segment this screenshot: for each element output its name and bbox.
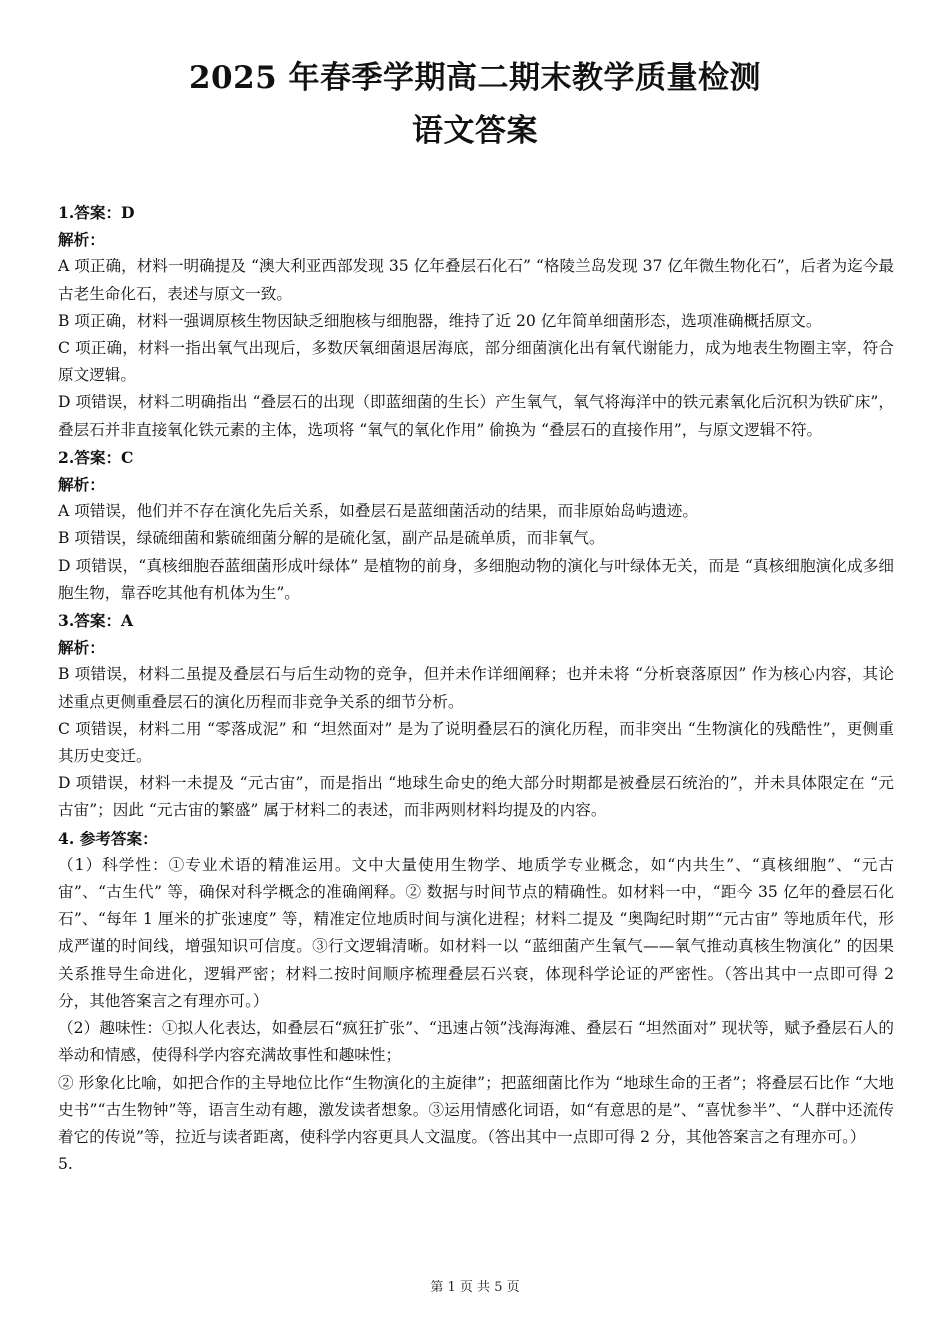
question-3-option-c: C 项错误，材料二用 “零落成泥” 和 “坦然面对” 是为了说明叠层石的演化历程，而非突出 “生物演化的残酷性”，更侧重其历史变迁。 (58, 719, 894, 766)
question-3-analysis-label: 解析： (58, 638, 105, 658)
question-4-part-1: （1）科学性：①专业术语的精准运用。文中大量使用生物学、地质学专业概念，如“内共生”、“真核细胞”、“元古宙”、“古生代” 等，确保对科学概念的准确阐释。② 数据与时间节点的精确性。如材料一中，“距今 35 亿年的叠层石化石”、“每年 1 厘米的扩张速度” 等，精准定位地质时间与演化进程；材料二提及 “奥陶纪时期”“元古宙” 等地质年代，形成严谨的时间线，增强知识可信度。③行文逻辑清晰。如材料一以 “蓝细菌产生氧气——氧气推动真核生物演化” 的因果关系推导生命进化，逻辑严密；材料二按时间顺序梳理叠层石兴衰，体现科学论证的严密性。（答出其中一点即可得 2 分，其他答案言之有理亦可。） (58, 855, 894, 1010)
question-4-heading: 4. 参考答案： (58, 828, 158, 848)
page-number-footer: 第 1 页 共 5 页 (430, 1280, 520, 1295)
question-1-option-a: A 项正确，材料一明确提及 “澳大利亚西部发现 35 亿年叠层石化石” “格陵兰岛发现 37 亿年微生物化石”，后者为迄今最古老生命化石，表述与原文一致。 (58, 257, 894, 303)
question-1-heading: 1.答案：D (58, 203, 135, 222)
question-4-part-2: （2）趣味性：①拟人化表达，如叠层石“疯狂扩张”、“迅速占领”浅海海滩、叠层石 “坦然面对” 现状等，赋予叠层石人的举动和情感，使得科学内容充满故事性和趣味性； (58, 1019, 894, 1065)
page-subtitle: 语文答案 (412, 113, 538, 149)
question-3-heading: 3.答案：A (58, 611, 134, 631)
page-title: 2025 年春季学期高二期末教学质量检测 (188, 60, 762, 96)
question-3-option-d: D 项错误，材料一未提及 “元古宙”，而是指出 “地球生命史的绝大部分时期都是被叠层石统治的”，并未具体限定在 “元古宙”；因此 “元古宙的繁盛” 属于材料二的表述，而非两则材料均提及的内容。 (58, 774, 894, 820)
question-2-option-b: B 项错误，绿硫细菌和紫硫细菌分解的是硫化氢，副产品是硫单质，而非氧气。 (58, 529, 605, 548)
question-4-part-2-continued: ② 形象化比喻，如把合作的主导地位比作“生物演化的主旋律”；把蓝细菌比作为 “地球生命的王者”；将叠层石比作 “大地史书”“古生物钟”等，语言生动有趣，激发读者想象。③运用情感化词语，如“有意思的是”、“喜忧参半”、“人群中还流传着它的传说”等，拉近与读者距离，使科学内容更具人文温度。（答出其中一点即可得 2 分，其他答案言之有理亦可。） (58, 1073, 894, 1146)
question-5-heading: 5. (58, 1155, 73, 1174)
question-2-heading: 2.答案：C (58, 447, 134, 467)
question-1-option-d: D 项错误，材料二明确指出 “叠层石的出现（即蓝细菌的生长）产生氧气，氧气将海洋中的铁元素氧化后沉积为铁矿床”，叠层石并非直接氧化铁元素的主体，选项将 “氧气的氧化作用” 偷换为 “叠层石的直接作用”，与原文逻辑不符。 (58, 393, 894, 439)
question-2-option-a: A 项错误，他们并不存在演化先后关系，如叠层石是蓝细菌活动的结果，而非原始岛屿遗迹。 (58, 502, 698, 521)
question-2-option-d: D 项错误，“真核细胞吞蓝细菌形成叶绿体” 是植物的前身，多细胞动物的演化与叶绿体无关，而是 “真核细胞演化成多细胞生物，靠吞吃其他有机体为生”。 (58, 556, 894, 602)
question-3-option-b: B 项错误，材料二虽提及叠层石与后生动物的竞争，但并未作详细阐释；也并未将 “分析衰落原因” 作为核心内容，其论述重点更侧重叠层石的演化历程而非竞争关系的细节分析。 (58, 665, 894, 711)
question-1-analysis-label: 解析： (58, 230, 105, 250)
question-1-option-c: C 项正确，材料一指出氧气出现后，多数厌氧细菌退居海底，部分细菌演化出有氧代谢能力，成为地表生物圈主宰，符合原文逻辑。 (58, 339, 894, 385)
question-2-analysis-label: 解析： (58, 475, 105, 495)
question-1-option-b: B 项正确，材料一强调原核生物因缺乏细胞核与细胞器，维持了近 20 亿年简单细菌形态，选项准确概括原文。 (58, 311, 822, 330)
answer-content (58, 199, 894, 1178)
